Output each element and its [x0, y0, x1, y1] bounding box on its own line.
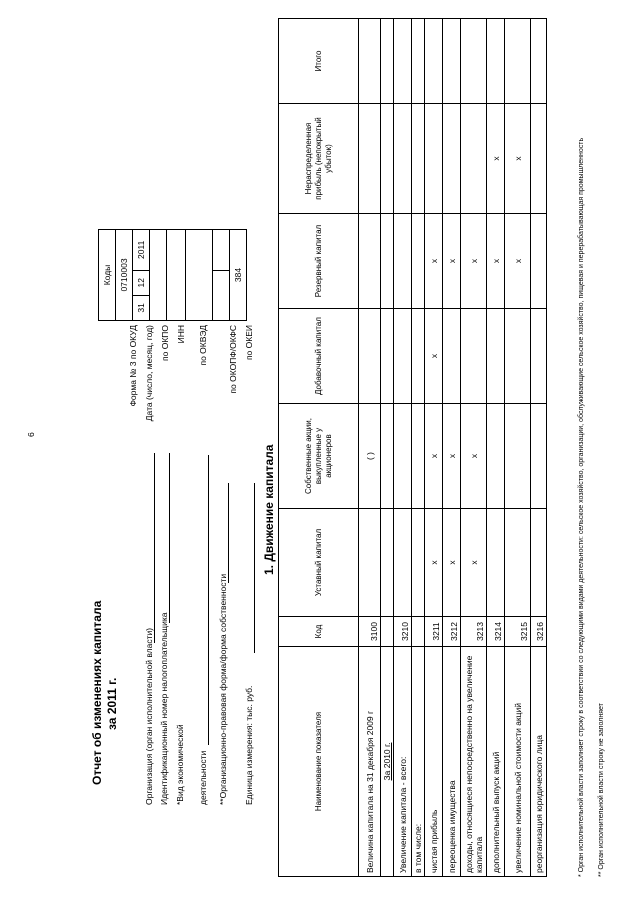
okved-label: по ОКВЭД: [198, 325, 208, 366]
cell: x: [443, 214, 461, 309]
cell: [443, 19, 461, 104]
cell: x: [425, 214, 443, 309]
cell: [425, 104, 443, 214]
codes-table: [98, 229, 247, 321]
cell: [412, 509, 425, 617]
table-row: [461, 19, 487, 877]
okpo-value: [150, 230, 167, 321]
inn-code-label: ИНН: [176, 325, 186, 344]
row-name: переоценка имущества: [443, 647, 461, 877]
inn-line: [169, 453, 170, 623]
cell: [412, 214, 425, 309]
header-charter-capital: Уставный капитал: [279, 509, 359, 617]
row-code: 3213: [461, 617, 487, 647]
okopf-value: [213, 270, 230, 320]
okud-label: Форма № 3 по ОКУД: [128, 325, 138, 407]
row-code: 3210: [394, 617, 412, 647]
okved-value: [186, 230, 213, 321]
cell: x: [487, 104, 505, 214]
codes-header: Коды: [99, 230, 116, 321]
cell: [412, 309, 425, 404]
header-code: Код: [279, 617, 359, 647]
cell: [394, 509, 412, 617]
cell: [487, 19, 505, 104]
okud-value: 0710003: [116, 230, 133, 321]
row-name: За 2010 г.: [381, 647, 394, 877]
row-name: в том числе:: [412, 647, 425, 877]
row-name: дополнительный выпуск акций: [487, 647, 505, 877]
cell: [381, 309, 394, 404]
cell: ( ): [359, 404, 381, 509]
header-retained-earnings: Нераспределенная прибыль (непокрытый убыток): [279, 104, 359, 214]
date-label: Дата (число, месяц, год): [144, 325, 154, 422]
activity-label-2: деятельности: [198, 750, 208, 805]
row-code: 3212: [443, 617, 461, 647]
cell: [487, 509, 505, 617]
cell: [487, 404, 505, 509]
cell: [487, 309, 505, 404]
cell: [531, 214, 547, 309]
cell: x: [425, 309, 443, 404]
header-reserve-capital: Резервный капитал: [279, 214, 359, 309]
okei-value: 384: [230, 230, 247, 321]
cell: [381, 214, 394, 309]
cell: [359, 309, 381, 404]
page-number: 6: [26, 432, 36, 437]
cell: [505, 404, 531, 509]
row-name: увеличение номинальной стоимости акций: [505, 647, 531, 877]
cell: x: [461, 404, 487, 509]
cell: [443, 104, 461, 214]
cell: x: [443, 404, 461, 509]
cell: [531, 19, 547, 104]
cell: [412, 104, 425, 214]
date-day: 31: [133, 295, 150, 320]
cell: [381, 19, 394, 104]
footnote-1: * Орган исполнительной власти заполняет строку в соответствии со следующими видами деятельности: сельское хозяйство, организации, обслуживающие сельское хозяйство, пищевая и перерабатывающая промышленность: [578, 137, 585, 877]
section-title: 1. Движение капитала: [262, 444, 276, 575]
inn-label: Идентификационный номер налогоплательщика: [159, 612, 169, 805]
table-row: [443, 19, 461, 877]
cell: [531, 104, 547, 214]
cell: [412, 404, 425, 509]
cell: [531, 404, 547, 509]
unit-label: Единица измерения: тыс. руб.: [244, 685, 254, 805]
date-year: 2011: [133, 230, 150, 271]
cell: [359, 509, 381, 617]
cell: x: [425, 509, 443, 617]
cell: [443, 309, 461, 404]
cell: [461, 309, 487, 404]
cell: [531, 309, 547, 404]
cell: [394, 404, 412, 509]
cell: [381, 104, 394, 214]
row-name: доходы, относящиеся непосредственно на увеличение капитала: [461, 647, 487, 877]
cell: x: [487, 214, 505, 309]
table-row: [425, 19, 443, 877]
org-label: Организация (орган исполнительной власти): [144, 627, 154, 805]
header-own-shares: Собственные акции, выкупленные у акционеров: [279, 404, 359, 509]
cell: [461, 19, 487, 104]
table-row: [359, 19, 381, 877]
cell: [412, 19, 425, 104]
cell: [394, 104, 412, 214]
cell: [359, 19, 381, 104]
cell: [394, 214, 412, 309]
cell: [359, 104, 381, 214]
header-total: Итого: [279, 19, 359, 104]
cell: [531, 509, 547, 617]
legal-form-line: [228, 483, 229, 583]
table-row: [531, 19, 547, 877]
table-row: [487, 19, 505, 877]
row-name: Увеличение капитала - всего:: [394, 647, 412, 877]
cell: x: [461, 214, 487, 309]
date-month: 12: [133, 270, 150, 295]
table-row: [505, 19, 531, 877]
cell: [425, 19, 443, 104]
row-name: чистая прибыль: [425, 647, 443, 877]
org-line: [154, 453, 155, 643]
cell: x: [443, 509, 461, 617]
cell: x: [505, 214, 531, 309]
row-name: Величина капитала на 31 декабря 2009 г: [359, 647, 381, 877]
cell: [381, 404, 394, 509]
cell: [461, 104, 487, 214]
okfs-value: [213, 230, 230, 271]
cell: [505, 19, 531, 104]
cell: [505, 509, 531, 617]
header-additional-capital: Добавочный капитал: [279, 309, 359, 404]
row-code: 3216: [531, 617, 547, 647]
header-name: Наименование показателя: [279, 647, 359, 877]
report-title: Отчет об изменениях капитала: [90, 600, 104, 785]
row-code: 3100: [359, 617, 381, 647]
footnote-2: ** Орган исполнительной власти строку не заполняет: [598, 703, 605, 877]
report-period: за 2011 г.: [105, 677, 119, 730]
row-code: 3211: [425, 617, 443, 647]
activity-label-1: *Вид экономической: [175, 724, 185, 805]
row-code: [412, 617, 425, 647]
inn-value: [167, 230, 186, 321]
unit-line: [254, 483, 255, 653]
cell: [381, 509, 394, 617]
row-name: реорганизация юридического лица: [531, 647, 547, 877]
cell: x: [461, 509, 487, 617]
cell: [394, 19, 412, 104]
cell: [359, 214, 381, 309]
cell: x: [505, 104, 531, 214]
capital-movement-table: [278, 18, 547, 877]
row-code: 3214: [487, 617, 505, 647]
okopf-label: по ОКОПФ/ОКФС: [228, 325, 238, 394]
row-code: [381, 617, 394, 647]
legal-form-label: **Организационно-правовая форма/форма собственности: [218, 573, 228, 805]
activity-line: [208, 455, 209, 745]
row-code: 3215: [505, 617, 531, 647]
cell: [394, 309, 412, 404]
cell: x: [425, 404, 443, 509]
okei-label: по ОКЕИ: [244, 325, 254, 361]
table-row: [394, 19, 412, 877]
table-row: [381, 19, 394, 877]
cell: [505, 309, 531, 404]
okpo-label: по ОКПО: [160, 325, 170, 361]
table-row: [412, 19, 425, 877]
